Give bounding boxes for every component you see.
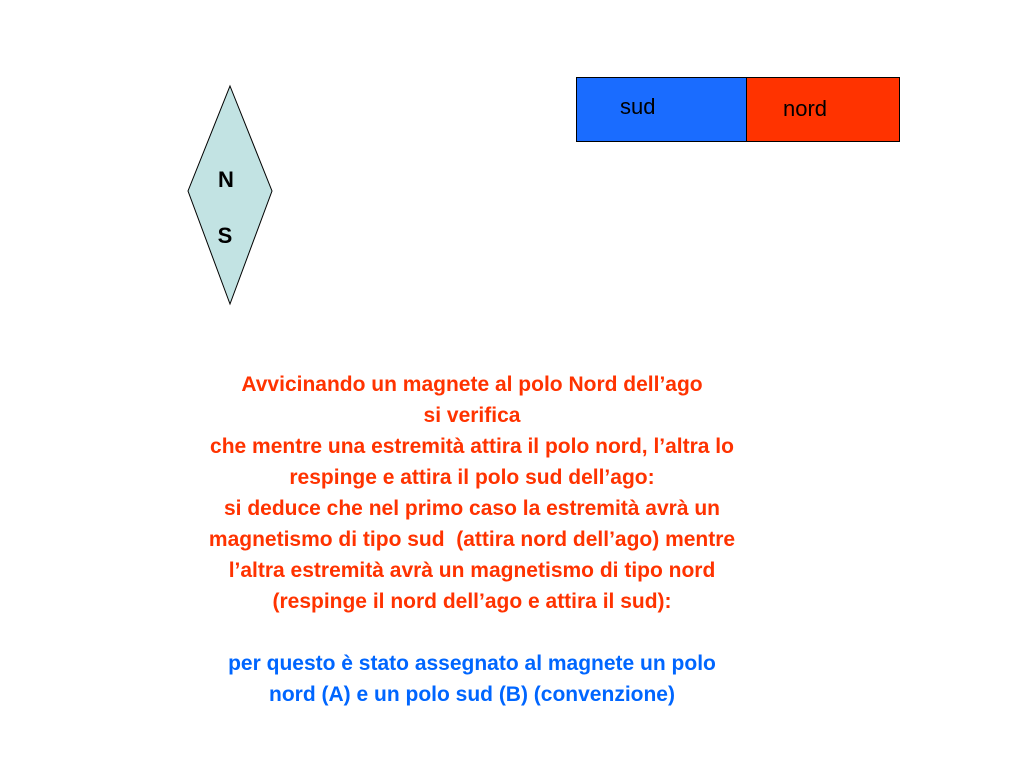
explanation-line: respinge e attira il polo sud dell’ago: bbox=[289, 466, 655, 489]
magnet-south-pole bbox=[577, 78, 747, 141]
magnet-north-pole bbox=[747, 78, 899, 141]
needle-south-label: S bbox=[217, 223, 233, 248]
paragraph-gap bbox=[120, 617, 824, 648]
explanation-line: si verifica bbox=[423, 404, 521, 427]
explanation-line: l’altra estremità avrà un magnetismo di tipo nord bbox=[228, 559, 716, 582]
needle-north-label: N bbox=[218, 167, 234, 192]
bar-magnet bbox=[576, 77, 900, 142]
compass-needle bbox=[186, 84, 274, 306]
magnet-north-label: nord bbox=[783, 96, 828, 121]
explanation-line: Avvicinando un magnete al polo Nord dell’ago bbox=[241, 373, 703, 396]
explanation-line: magnetismo di tipo sud (attira nord dell’ago) mentre bbox=[208, 528, 736, 551]
conclusion-line: per questo è stato assegnato al magnete un polo bbox=[228, 652, 716, 675]
conclusion-paragraph bbox=[120, 648, 824, 710]
explanation-line: che mentre una estremità attira il polo nord, l’altra lo bbox=[210, 435, 734, 458]
explanation-line: (respinge il nord dell’ago e attira il sud): bbox=[272, 590, 672, 613]
explanation-paragraph bbox=[120, 369, 824, 617]
explanation-text bbox=[120, 369, 824, 710]
needle-diamond bbox=[188, 86, 272, 304]
conclusion-line: nord (A) e un polo sud (B) (convenzione) bbox=[269, 683, 675, 706]
magnet-south-label: sud bbox=[620, 94, 656, 119]
explanation-line: si deduce che nel primo caso la estremità avrà un bbox=[223, 497, 721, 520]
